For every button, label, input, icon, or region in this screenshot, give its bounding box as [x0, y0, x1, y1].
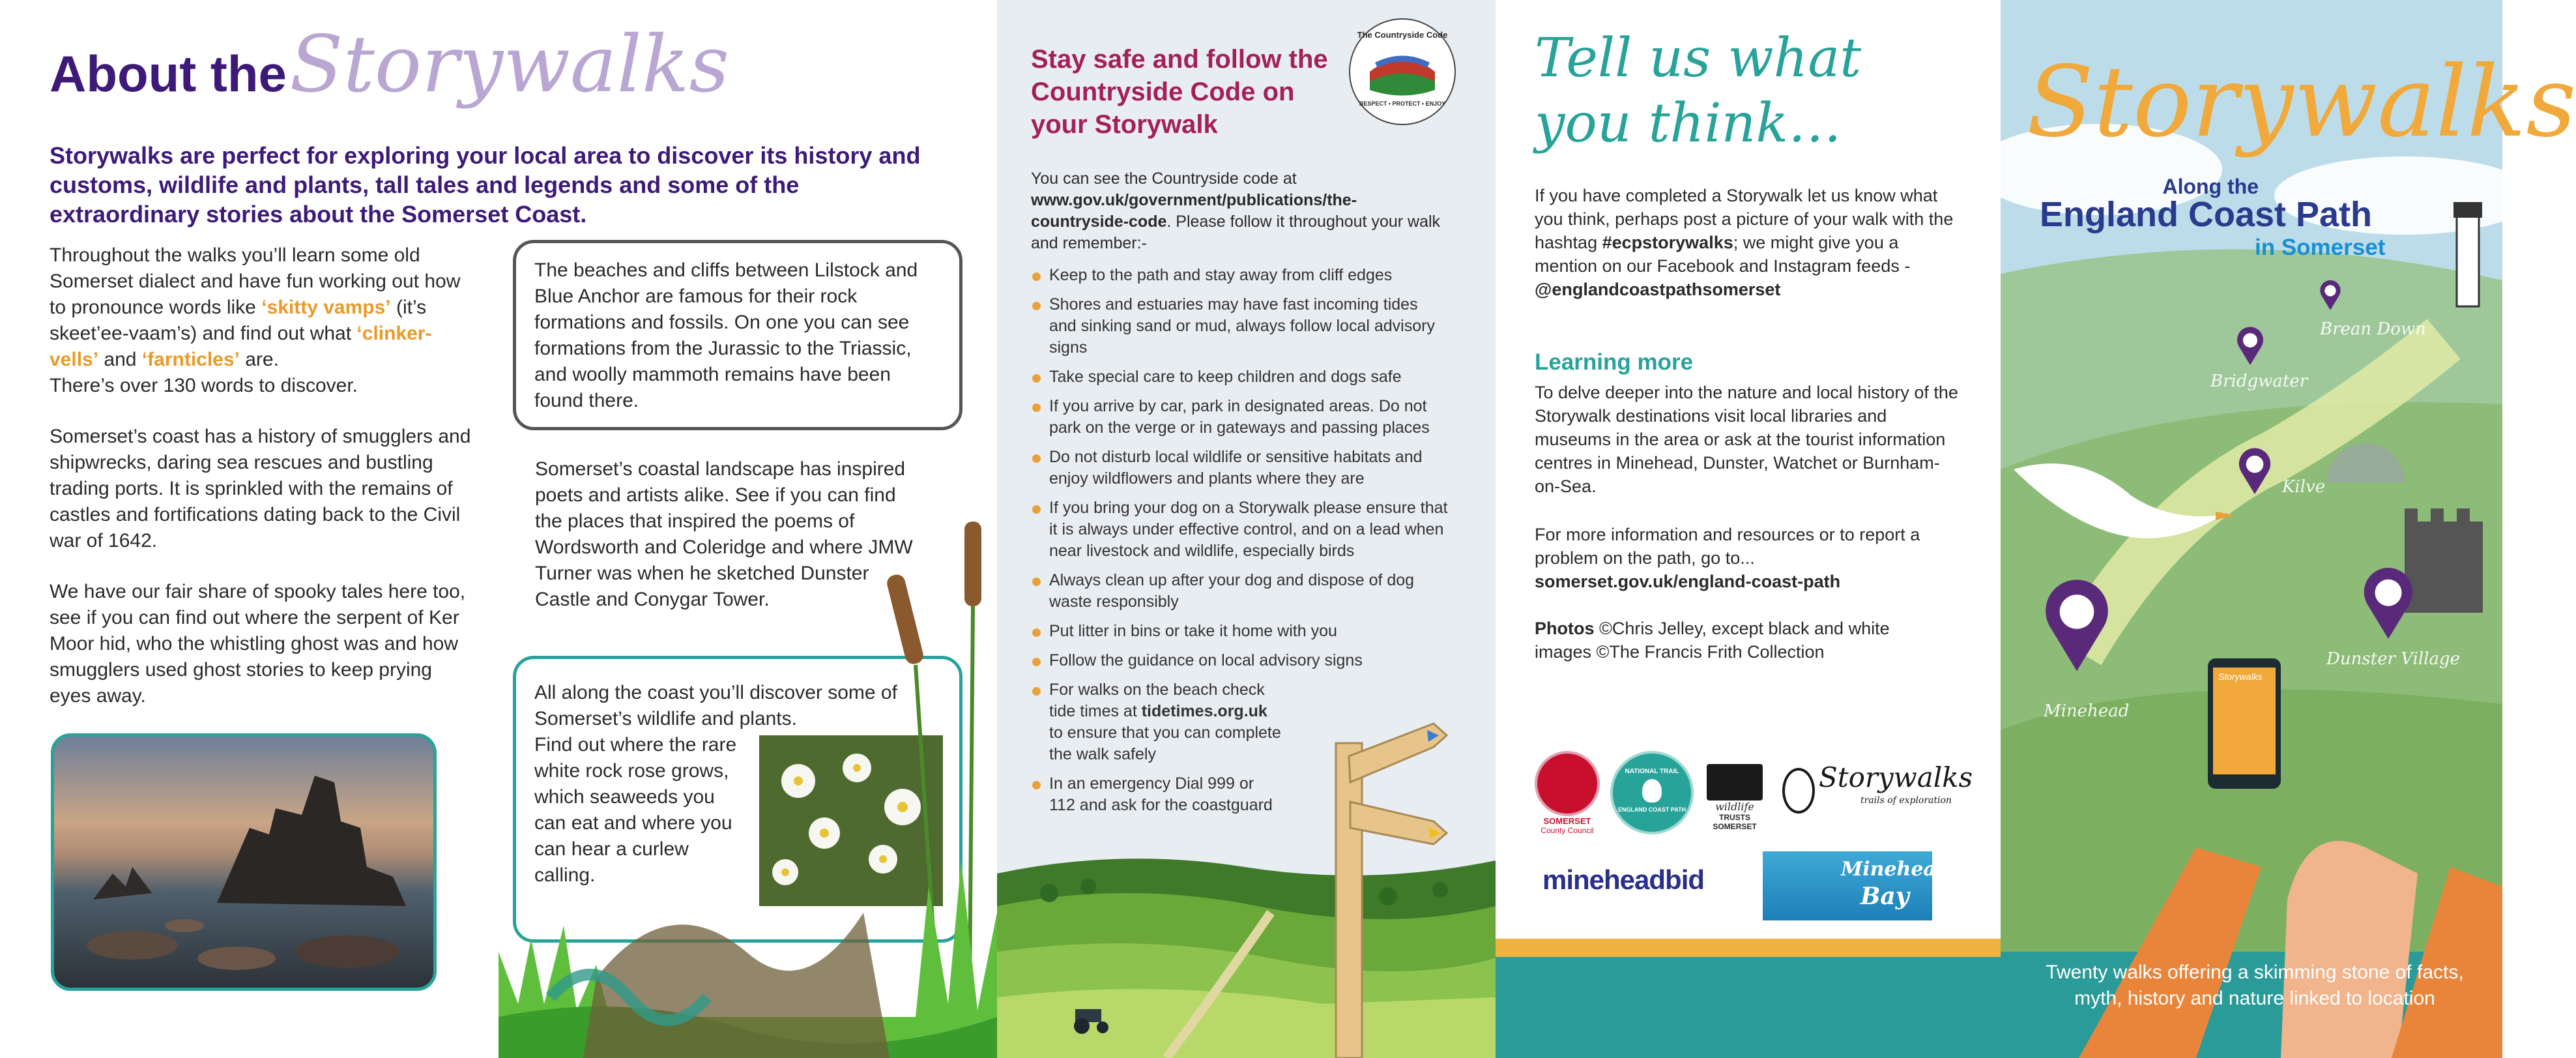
minehead-bay-logo: [1763, 851, 1950, 920]
code-item: If you arrive by car, park in designated areas. Do not park on the verge or in gateways and passing places: [1031, 396, 1448, 439]
map-pin-icon: [2360, 568, 2416, 639]
word-farnticles: ‘farnticles’: [141, 349, 240, 370]
about-p1: [50, 242, 480, 399]
code-item: Put litter in bins or take it home with you: [1031, 621, 1448, 642]
tell-p1-a: If you have completed a Storywalk let us know what you think, perhaps post a picture of your walk with the hashtag: [1535, 186, 1954, 252]
code-item-tides: [1031, 679, 1284, 765]
wildlife-text-b: Find out where the rare white rock rose grows, which seaweeds you can eat and where you can hear a curlew calling.: [534, 734, 737, 886]
countryside-code-logo-sub: RESPECT • PROTECT • ENJOY: [1359, 100, 1446, 107]
acorn-icon: [1642, 779, 1662, 802]
countryside-code-logo-text: The Countryside Code: [1357, 30, 1448, 40]
somerset-logo-a: SOMERSET: [1543, 816, 1591, 826]
tractor-icon: [1069, 997, 1114, 1036]
code-item: Shores and estuaries may have fast incoming tides and sinking sand or mud, always follow local advisory signs: [1031, 294, 1448, 359]
map-pin-icon: [2235, 327, 2265, 365]
wildlife-logo-c: SOMERSET: [1713, 822, 1757, 831]
storywalks-pin-icon: [1782, 768, 1815, 814]
code-item: Follow the guidance on local advisory signs: [1031, 650, 1448, 671]
word-skitty-vamps: ‘skitty vamps’: [261, 297, 391, 318]
tell-title-l1: Tell us what: [1535, 27, 1862, 89]
photos-text: ©Chris Jelley, except black and white images ©The Francis Frith Collection: [1535, 619, 1890, 662]
code-item: Keep to the path and stay away from cliff edges: [1031, 265, 1448, 286]
about-p1-b: (it’s skeet’ee-vaam’s) and find out what: [50, 297, 427, 344]
panel-middle: [499, 0, 997, 1058]
cover-tagline: Twenty walks offering a skimming stone of facts, myth, history and nature linked to location: [2046, 962, 2464, 1009]
about-p3: We have our fair share of spooky tales here too, see if you can find out where the serpent of Ker Moor hid, who the whistling ghost was and how smugglers used ghost stories to keep prying eyes away.: [50, 581, 466, 707]
hashtag: #ecpstorywalks: [1602, 233, 1733, 252]
about-title-script: Storywalks: [289, 20, 730, 110]
cover-ecp: England Coast Path: [2040, 195, 2373, 234]
bulrush-grass-decoration: [499, 495, 997, 1058]
about-intro: Storywalks are perfect for exploring your local area to discover its history and customs, wildlife and plants, tall tales and legends and some of the extraordinary stories about the Somerset Coast.: [50, 142, 921, 228]
code-item: Do not disturb local wildlife or sensitive habitats and enjoy wildflowers and plants where they are: [1031, 447, 1448, 490]
panel-countryside-code: [997, 0, 1496, 1058]
tell-p1: [1535, 184, 1965, 301]
learning-title: Learning more: [1535, 349, 1694, 375]
info-block: [1535, 523, 1952, 593]
learning-text: To delve deeper into the nature and local history of the Storywalk destinations visit local libraries and museums in the area or ask at the tourist information centres in Minehead, Dunster, Watchet or Burnham-on-Sea.: [1535, 383, 1958, 496]
fossil-icon: [2320, 417, 2411, 489]
map-pin-icon: [2041, 580, 2113, 671]
tide-b: to ensure that you can complete the walk safely: [1049, 724, 1281, 763]
storywalks-logo-b: trails of exploration: [1860, 795, 1952, 806]
place-bridgwater: Bridgwater: [2210, 372, 2308, 391]
about-p1-and: and: [104, 349, 137, 370]
fossils-box: [513, 240, 962, 430]
storywalks-logo: [1782, 761, 1971, 820]
shipwreck-illustration: [54, 737, 433, 988]
code-item: Always clean up after your dog and dispose of dog waste responsibly: [1031, 570, 1448, 613]
landscape-text: Somerset’s coastal landscape has inspired poets and artists alike. See if you can find the places that inspired the poems of Wordsworth and Coleridge and where JMW Turner was when he sketched Dunster Castle and Conygar Tower.: [535, 458, 913, 610]
tide-url-link[interactable]: tidetimes.org.uk: [1141, 702, 1267, 720]
map-pin-icon: [2236, 448, 2273, 494]
code-intro-a: You can see the Countryside code at: [1031, 169, 1297, 188]
ecp-logo-b: ENGLAND COAST PATH: [1617, 806, 1686, 813]
code-item: If you bring your dog on a Storywalk please ensure that it is always under effective control, and on a lead when near livestock and wildlife, especially birds: [1031, 497, 1448, 562]
cover-title: Storywalks: [2027, 46, 2576, 159]
minehead-bay-a: Minehead: [1841, 858, 1950, 881]
wildlife-logo-b: TRUSTS: [1719, 813, 1750, 822]
ecp-national-trail-logo: [1610, 751, 1694, 834]
cover-along: Along the: [2162, 175, 2259, 198]
fossils-text: The beaches and cliffs between Lilstock and Blue Anchor are famous for their rock formations and fossils. On one you can see formations from the Jurassic to the Triassic, and woolly mammoth remains have been found there.: [534, 259, 918, 411]
shipwreck-photo: [51, 733, 437, 991]
ecp-logo-a: NATIONAL TRAIL: [1625, 768, 1679, 775]
info-url-link[interactable]: somerset.gov.uk/england-coast-path: [1535, 572, 1841, 591]
about-p2: Somerset’s coast has a history of smugglers and shipwrecks, daring sea rescues and bustling trading ports. It is sprinkled with the remains of castles and fortifications dating back to the Civil war of 1642.: [50, 426, 471, 551]
place-minehead: Minehead: [2044, 701, 2130, 721]
panel-tell-us: [1496, 0, 2001, 1058]
wildlife-text-a: All along the coast you’ll discover some of Somerset’s wildlife and plants.: [534, 682, 897, 729]
word-clinker-vells: ‘clinker-vells’: [50, 323, 432, 370]
bottom-stripe-accent: [1496, 939, 2001, 957]
tell-title-l2: you think…: [1535, 93, 1842, 154]
tide-a: For walks on the beach check tide times at: [1049, 681, 1265, 720]
panel-cover: [2001, 0, 2576, 1058]
somerset-logo-b: County Council: [1541, 826, 1594, 835]
info-text: For more information and resources or to report a problem on the path, go to...: [1535, 525, 1920, 568]
tell-p1-b: ; we might give you a mention on our Facebook and Instagram feeds -: [1535, 233, 1911, 276]
place-brean-down: Brean Down: [2320, 319, 2426, 339]
about-p1-c: are.: [245, 349, 279, 370]
photos-credit: [1535, 617, 1900, 664]
map-pin-icon: [2319, 280, 2342, 310]
social-handle[interactable]: @englandcoastpathsomerset: [1535, 280, 1781, 299]
minehead-bay-b: Bay: [1860, 883, 1909, 910]
about-title-plain: About the: [50, 45, 287, 102]
cover-in-somerset: in Somerset: [2255, 235, 2386, 260]
place-kilve: Kilve: [2282, 477, 2326, 497]
countryside-code-logo: [1349, 18, 1456, 125]
wildlife-trusts-logo: [1705, 764, 1764, 831]
shipwreck-caption: The wreck of the Nornen at Berrow: [139, 990, 388, 1007]
code-item-emergency: In an emergency Dial 999 or 112 and ask for the coastguard: [1031, 773, 1284, 816]
about-p1-a: Throughout the walks you’ll learn some old Somerset dialect and have fun working out how to pronounce words like: [50, 244, 461, 318]
wildlife-logo-a: wildlife: [1715, 801, 1754, 813]
code-title: Stay safe and follow the Countryside Code on your Storywalk: [1031, 45, 1328, 139]
signpost-icon: [1310, 704, 1460, 1058]
place-dunster-village: Dunster Village: [2326, 649, 2461, 669]
somerset-crest-icon: [1535, 751, 1600, 816]
storywalks-logo-a: Storywalks: [1819, 761, 1973, 793]
photos-label: Photos: [1535, 619, 1595, 638]
minehead-bid-logo: mineheadbid: [1542, 864, 1705, 895]
badger-icon: [1707, 764, 1763, 801]
about-p1-d: There’s over 130 words to discover.: [50, 375, 358, 396]
phone-screen-label: Storywalks: [2218, 671, 2263, 682]
tell-title: [1535, 26, 1861, 156]
code-intro: [1031, 168, 1441, 254]
code-item: Take special care to keep children and dogs safe: [1031, 366, 1448, 388]
code-intro-b: . Please follow it throughout your walk and remember:-: [1031, 213, 1441, 252]
code-url-link[interactable]: www.gov.uk/government/publications/the-countryside-code: [1031, 191, 1357, 231]
somerset-council-logo: [1535, 751, 1600, 835]
